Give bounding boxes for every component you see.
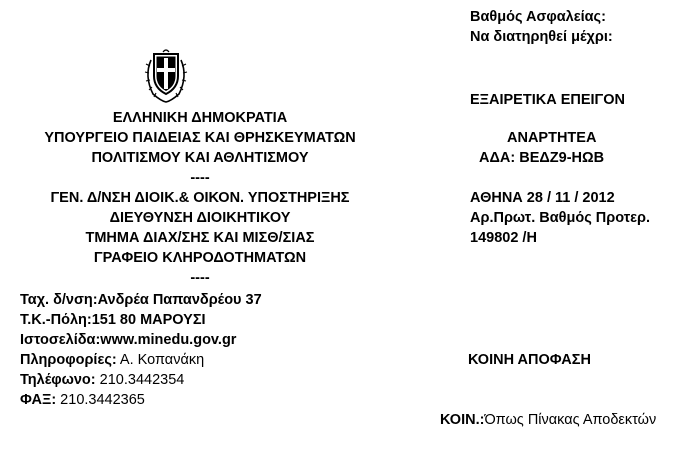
recipients-label: ΚΟΙΝ.: (440, 412, 485, 428)
protocol-label: Αρ.Πρωτ. Βαθμός Προτερ. (470, 210, 651, 226)
urgency-label: ΕΞΑΙΡΕΤΙΚΑ ΕΠΕΙΓΟΝ (470, 92, 626, 108)
header-line-republic: ΕΛΛΗΝΙΚΗ ΔΗΜΟΚΡΑΤΙΑ (112, 110, 288, 126)
header-line-directorate: ΔΙΕΥΘΥΝΣΗ ΔΙΟΙΚΗΤΙΚΟΥ (109, 210, 291, 226)
phone-value: 210.3442354 (95, 372, 185, 388)
contact-postal: Τ.Κ.-Πόλη:151 80 ΜΑΡΟΥΣΙ (20, 312, 206, 328)
header-line-ministry: ΥΠΟΥΡΓΕΙΟ ΠΑΙΔΕΙΑΣ ΚΑΙ ΘΡΗΣΚΕΥΜΑΤΩΝ (44, 130, 356, 146)
contact-phone (20, 370, 262, 390)
recipients-line (440, 410, 656, 430)
posting-status: ΑΝΑΡΤΗΤΕΑ (507, 130, 597, 146)
header-separator: ---- (190, 170, 210, 186)
contact-info (20, 350, 262, 370)
info-value: Α. Κοπανάκη (116, 352, 205, 368)
place-date: ΑΘΗΝΑ 28 / 11 / 2012 (470, 190, 615, 206)
phone-label: Τηλέφωνο: (20, 372, 96, 388)
contact-fax (20, 390, 262, 410)
protocol-block (470, 188, 650, 248)
header-line-office: ΓΡΑΦΕΙΟ ΚΛΗΡΟΔΟΤΗΜΑΤΩΝ (93, 250, 307, 266)
protocol-number: 149802 /Η (470, 230, 537, 246)
header-separator: ---- (190, 270, 210, 286)
issuer-header (10, 108, 390, 288)
info-label: Πληροφορίες: (20, 352, 117, 368)
security-grade-label: Βαθμός Ασφαλείας: (470, 9, 606, 25)
header-line-ministry-cont: ΠΟΛΙΤΙΣΜΟΥ ΚΑΙ ΑΘΛΗΤΙΣΜΟΥ (91, 150, 309, 166)
fax-value: 210.3442365 (56, 392, 145, 408)
ada-code: ΑΔΑ: ΒΕΔΖ9-ΗΩΒ (479, 150, 605, 166)
fax-label: ΦΑΞ: (20, 392, 57, 408)
contact-address: Ταχ. δ/νση:Ανδρέα Παπανδρέου 37 (20, 292, 262, 308)
decision-title: ΚΟΙΝΗ ΑΠΟΦΑΣΗ (468, 352, 591, 368)
hellenic-republic-emblem-icon (141, 46, 191, 104)
header-line-department: ΤΜΗΜΑ ΔΙΑΧ/ΣΗΣ ΚΑΙ ΜΙΣΘ/ΣΙΑΣ (85, 230, 315, 246)
contact-block (20, 290, 262, 410)
contact-website: Ιστοσελίδα:www.minedu.gov.gr (20, 332, 237, 348)
retain-until-label: Να διατηρηθεί μέχρι: (470, 29, 613, 45)
header-line-general-directorate: ΓΕΝ. Δ/ΝΣΗ ΔΙΟΙΚ.& ΟΙΚΟΝ. ΥΠΟΣΤΗΡΙΞΗΣ (50, 190, 350, 206)
recipients-value: Όπως Πίνακας Αποδεκτών (484, 412, 657, 428)
